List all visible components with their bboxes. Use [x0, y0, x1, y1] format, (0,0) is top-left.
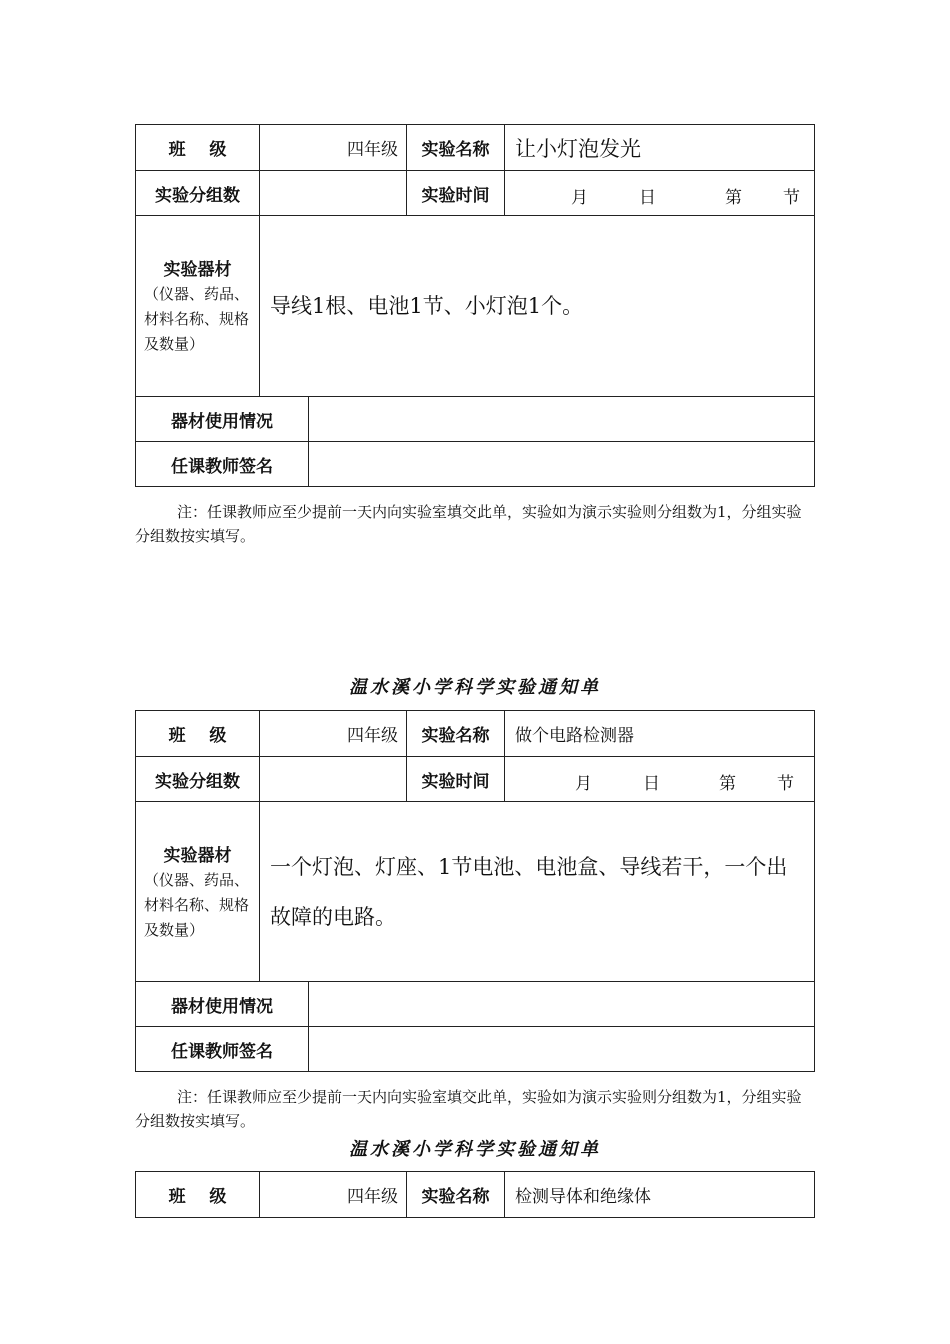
teacher-sign-label: 任课教师签名	[136, 442, 309, 487]
materials-value[interactable]: 一个灯泡、灯座、1节电池、电池盒、导线若干，一个出故障的电路。	[260, 802, 815, 982]
experiment-name-value[interactable]: 让小灯泡发光	[505, 125, 815, 171]
form-note-2: 注：任课教师应至少提前一天内向实验室填交此单，实验如为演示实验则分组数为1，分组实验分组数按实填写。	[135, 1088, 802, 1130]
equipment-label-cell	[136, 216, 260, 397]
class-value[interactable]: 四年级	[260, 125, 407, 171]
teacher-sign-value[interactable]	[309, 442, 815, 487]
day-label: 日	[639, 188, 656, 208]
equipment-label-cell	[136, 802, 260, 982]
usage-label: 器材使用情况	[136, 397, 309, 442]
usage-label: 器材使用情况	[136, 982, 309, 1027]
groups-label: 实验分组数	[136, 171, 260, 216]
usage-value[interactable]	[309, 982, 815, 1027]
experiment-name-label: 实验名称	[407, 1172, 505, 1218]
form-heading-2: 温水溪小学科学实验通知单	[349, 677, 601, 698]
experiment-time-value[interactable]	[505, 757, 815, 802]
period-label: 节	[783, 188, 800, 208]
teacher-sign-value[interactable]	[309, 1027, 815, 1072]
equipment-sublabel: （仪器、药品、材料名称、规格及数量）	[144, 285, 250, 353]
equipment-sublabel: （仪器、药品、材料名称、规格及数量）	[144, 870, 250, 939]
form-heading-3: 温水溪小学科学实验通知单	[349, 1139, 601, 1160]
experiment-name-label: 实验名称	[407, 711, 505, 757]
experiment-name-value[interactable]: 做个电路检测器	[505, 711, 815, 757]
day-label: 日	[643, 774, 660, 794]
experiment-name-label: 实验名称	[407, 125, 505, 171]
class-label: 班 级	[136, 125, 260, 171]
form-note-1: 注：任课教师应至少提前一天内向实验室填交此单，实验如为演示实验则分组数为1，分组实验分组数按实填写。	[135, 503, 802, 545]
experiment-name-value[interactable]: 检测导体和绝缘体	[505, 1172, 815, 1218]
section-label: 第	[719, 774, 736, 794]
section-label: 第	[725, 188, 742, 208]
experiment-time-label: 实验时间	[407, 171, 505, 216]
equipment-label: 实验器材	[163, 260, 232, 280]
class-label: 班 级	[136, 711, 260, 757]
equipment-label: 实验器材	[163, 845, 232, 866]
month-label: 月	[571, 188, 588, 208]
experiment-time-value[interactable]	[505, 171, 815, 216]
experiment-time-label: 实验时间	[407, 757, 505, 802]
usage-value[interactable]	[309, 397, 815, 442]
month-label: 月	[575, 774, 592, 794]
groups-value[interactable]	[260, 171, 407, 216]
experiment-form-3	[135, 1171, 815, 1218]
groups-label: 实验分组数	[136, 757, 260, 802]
class-value[interactable]: 四年级	[260, 711, 407, 757]
teacher-sign-label: 任课教师签名	[136, 1027, 309, 1072]
materials-value[interactable]: 导线1根、电池1节、小灯泡1个。	[260, 216, 815, 397]
experiment-form-1	[135, 124, 815, 487]
class-label: 班 级	[136, 1172, 260, 1218]
class-value[interactable]: 四年级	[260, 1172, 407, 1218]
experiment-form-2	[135, 710, 815, 1072]
period-label: 节	[777, 774, 794, 794]
groups-value[interactable]	[260, 757, 407, 802]
